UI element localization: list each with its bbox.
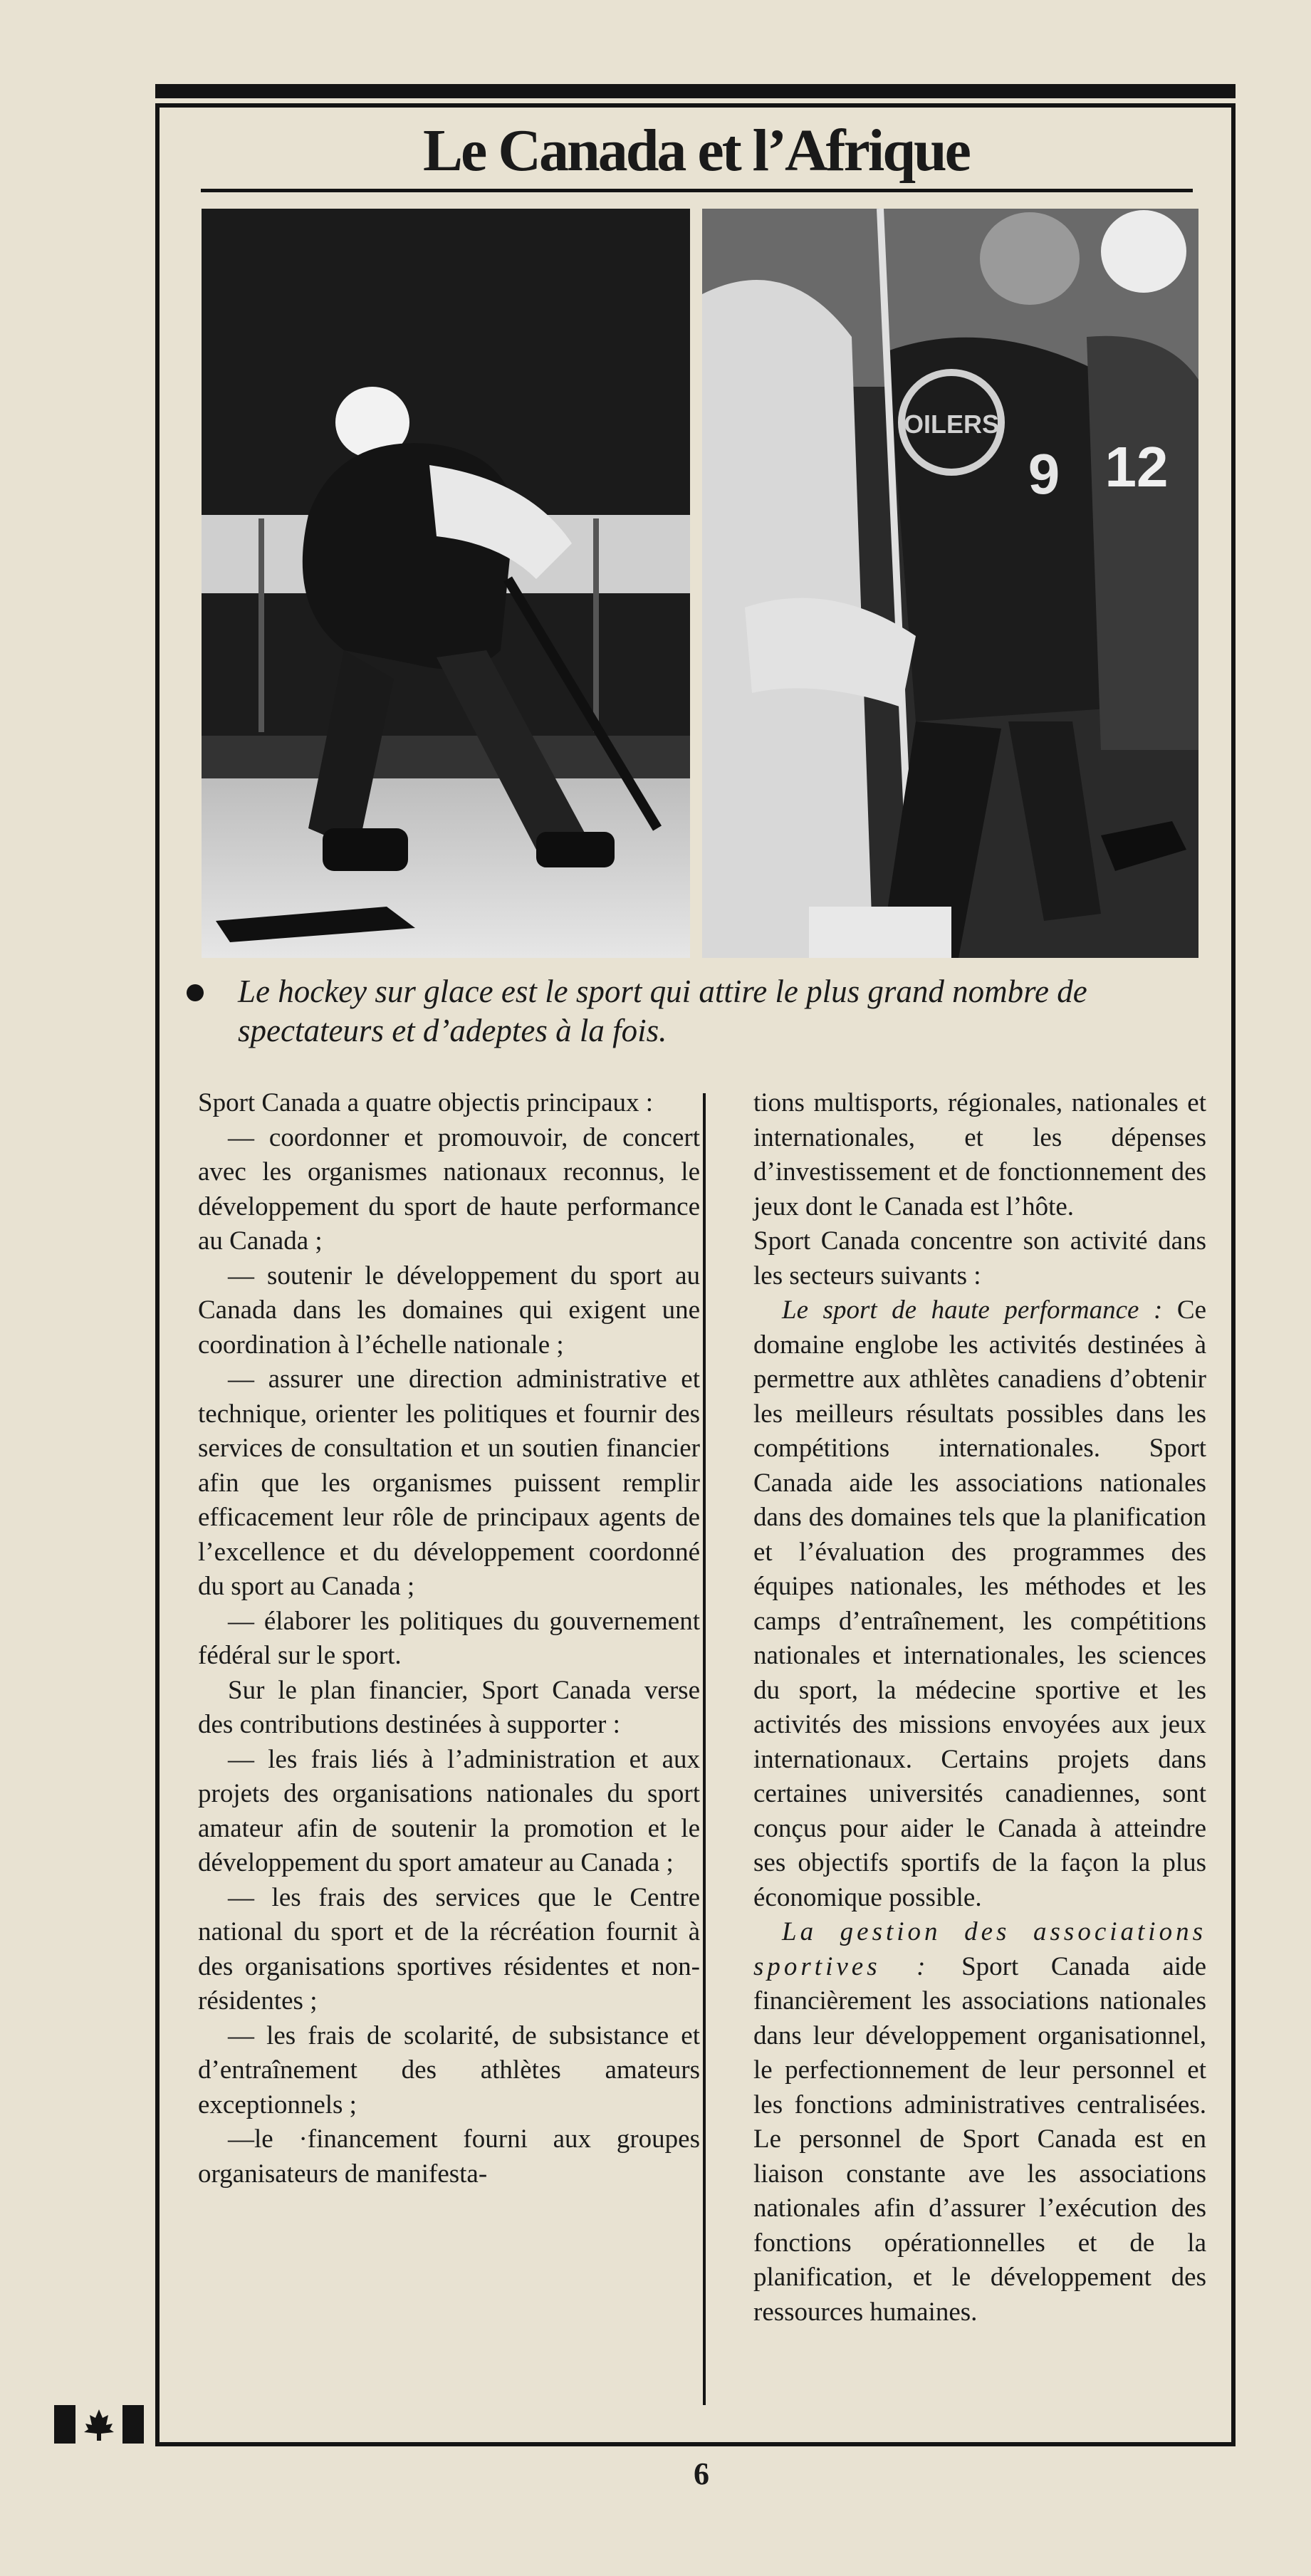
section-heading: Le sport de haute performance : [782, 1295, 1163, 1325]
paragraph: — les frais liés à l’administration et aux projets des organisations nationales du sport amateur afin de soutenir la promotion et le développement du sport amateur au Canada ; [198, 1744, 700, 1877]
paragraph-high-performance [753, 1293, 1206, 1915]
page-number: 6 [694, 2456, 709, 2491]
paragraph: Sport Canada concentre son activité dans les secteurs suivants : [753, 1226, 1206, 1290]
paragraph: — les frais des services que le Centre national du sport et de la récréation fournit à des organisations sportives résidentes et non-résidentes ; [198, 1882, 700, 2016]
paragraph: — assurer une direction administrative et technique, orienter les politiques et fournir des services de consultation et un soutien financier afin que les organismes puissent remplir efficacement leur rôle de principaux agents de l’excellence et du développement coordonné du sport au Canada ; [198, 1365, 700, 1601]
paragraph: — soutenir le développement du sport au Canada dans les domaines qui exigent une coordination à l’échelle nationale ; [198, 1261, 700, 1360]
paragraph: tions multisports, régionales, nationales et internationales, et les dépenses d’investissement et de fonctionnement des jeux dont le Canada est l’hôte. [753, 1088, 1206, 1221]
column-divider [703, 1093, 706, 2405]
paragraph-association-management [753, 1915, 1206, 2330]
section-heading: La gestion des associations sportives : [753, 1917, 1206, 1981]
svg-text:12: 12 [1104, 435, 1169, 499]
svg-text:9: 9 [1028, 442, 1060, 506]
paragraph: —le ·financement fourni aux groupes organisateurs de manifesta- [198, 2124, 700, 2189]
hockey-player-photo [202, 209, 690, 958]
left-column [198, 1086, 700, 2191]
paragraph: — coordonner et promouvoir, de concert avec les organismes nationaux reconnus, le développement du sport de haute performance au Canada ; [198, 1122, 700, 1256]
hockey-players-photo [702, 209, 1198, 958]
paragraph: — les frais de scolarité, de subsistance et d’entraînement des athlètes amateurs exceptionnels ; [198, 2020, 700, 2119]
title-rule [201, 189, 1193, 192]
caption-text: Le hockey sur glace est le sport qui attire le plus grand nombre de spectateurs et d’adeptes à la fois. [238, 974, 1087, 1048]
paragraph: — élaborer les politiques du gouvernement fédéral sur le sport. [198, 1606, 700, 1670]
top-border-bar [155, 84, 1236, 98]
paragraph-body: Ce domaine englobe les activités destinées à permettre aux athlètes canadiens d’obtenir les meilleurs résultats possibles dans les compétitions internationales. Sport Canada aide les associations nationales dans des domaines tels que la planification et l’évaluation des programmes des équipes nationales, les méthodes et les camps d’entraînement, les compétitions nationales et internationales, les sciences du sport, la médecine sportive et les activités des missions envoyées aux jeux internationaux. Certains projets dans certaines universités canadiennes, sont conçus pour aider le Canada à atteindre ses objectifs sportifs de la façon la plus économique possible. [753, 1295, 1206, 1912]
svg-text:OILERS: OILERS [903, 410, 1000, 439]
right-column [753, 1086, 1206, 2330]
canada-flag-logo [54, 2404, 144, 2445]
paragraph: Sport Canada a quatre objectis principaux : [198, 1088, 654, 1117]
paragraph-body: Sport Canada aide financièrement les associations nationales dans leur développement organisationnel, le perfectionnement de leur personnel et les fonctions administratives centralisées. Le personnel de Sport Canada est en liaison constante ave les associations nationales afin d’assurer l’exécution des fonctions opérationnelles et de la planification, et le développement des ressources humaines. [753, 1951, 1206, 2327]
photo-caption [187, 972, 1198, 1050]
paragraph: Sur le plan financier, Sport Canada verse des contributions destinées à supporter : [198, 1675, 700, 1739]
bullet-icon [187, 984, 204, 1001]
page-title: Le Canada et l’Afrique [423, 118, 969, 184]
